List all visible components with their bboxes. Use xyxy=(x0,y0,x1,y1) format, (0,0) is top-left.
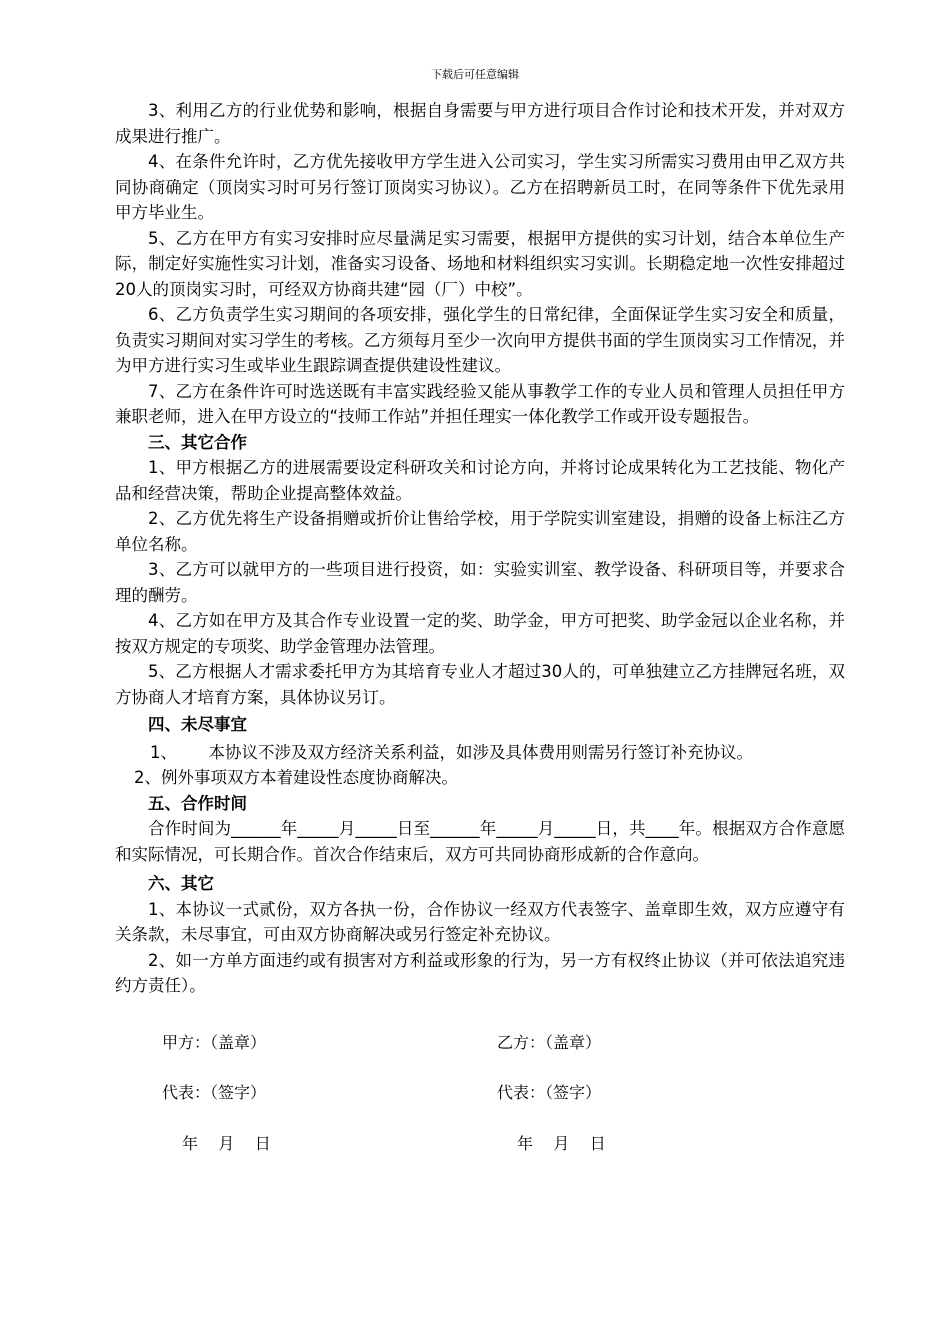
clause-4-2: 2、例外事项双方本着建设性态度协商解决。 xyxy=(134,768,458,787)
clause-2-5: 5、乙方在甲方有实习安排时应尽量满足实习需要，根据甲方提供的实习计划，结合本单位生产际，制定好实施性实习计划，准备实习设备、场地和材料组织实习实训。长期稳定地一次性安排超过20人的顶岗实习时，可经双方协商共建“园（厂）中校”。 xyxy=(115,228,845,299)
clause-3-3: 3、乙方可以就甲方的一些项目进行投资，如：实验实训室、教学设备、科研项目等，并要求合理的酬劳。 xyxy=(115,560,845,605)
clause-2-6: 6、乙方负责学生实习期间的各项安排，强化学生的日常纪律，全面保证学生实习安全和质量，负责实习期间对实习学生的考核。乙方须每月至少一次向甲方提供书面的学生顶岗实习工作情况，并为甲方进行实习生或毕业生跟踪调查提供建设性建议。 xyxy=(115,305,845,375)
clause-4-1: 1、 本协议不涉及双方经济关系利益，如涉及具体费用则需另行签订补充协议。 xyxy=(150,742,753,762)
party-a-date: 年 月 日 xyxy=(182,1134,271,1153)
section-6-heading: 六、其它 xyxy=(148,874,214,893)
signature-row-party xyxy=(115,1030,845,1056)
clause-3-2: 2、乙方优先将生产设备捐赠或折价让售给学校，用于学院实训室建设，捐赠的设备上标注乙方单位名称。 xyxy=(115,509,845,554)
party-b-date: 年 月 日 xyxy=(517,1134,606,1153)
clause-3-5: 5、乙方根据人才需求委托甲方为其培育专业人才超过30人的，可单独建立乙方挂牌冠名班，双方协商人才培育方案，具体协议另订。 xyxy=(115,662,845,707)
clause-2-4: 4、在条件允许时，乙方优先接收甲方学生进入公司实习，学生实习所需实习费用由甲乙双方共同协商确定（顶岗实习时可另行签订顶岗实习协议）。乙方在招聘新员工时，在同等条件下优先录用甲方毕业生。 xyxy=(115,152,845,222)
clause-5-text: 合作时间为______年_____月_____日至______年_____月_____日，共____年。根据双方合作意愿和实际情况，可长期合作。首次合作结束后，双方可共同协商形成新的合作意向。 xyxy=(115,819,845,864)
section-4-heading: 四、未尽事宜 xyxy=(148,715,247,734)
section-3-heading: 三、其它合作 xyxy=(148,432,247,452)
clause-6-2: 2、如一方单方面违约或有损害对方利益或形象的行为，另一方有权终止协议（并可依法追究违约方责任）。 xyxy=(115,950,845,995)
party-a-representative: 代表：（签字） xyxy=(162,1083,267,1102)
party-b-seal: 乙方：（盖章） xyxy=(497,1033,602,1052)
signature-row-representative xyxy=(115,1080,845,1106)
clause-6-1: 1、本协议一式贰份，双方各执一份，合作协议一经双方代表签字、盖章即生效，双方应遵守有关条款，未尽事宜，可由双方协商解决或另行签定补充协议。 xyxy=(115,899,845,944)
party-a-seal: 甲方：（盖章） xyxy=(162,1033,267,1052)
page-header: 下载后可任意编辑 xyxy=(431,68,519,81)
clause-2-7: 7、乙方在条件许可时选送既有丰富实践经验又能从事教学工作的专业人员和管理人员担任甲方兼职老师，进入在甲方设立的“技师工作站”并担任理实一体化教学工作或开设专题报告。 xyxy=(115,381,845,426)
clause-3-1: 1、甲方根据乙方的进展需要设定科研攻关和讨论方向，并将讨论成果转化为工艺技能、物化产品和经营决策，帮助企业提高整体效益。 xyxy=(115,458,845,503)
clause-3-4: 4、乙方如在甲方及其合作专业设置一定的奖、助学金，甲方可把奖、助学金冠以企业名称，并按双方规定的专项奖、助学金管理办法管理。 xyxy=(115,611,845,656)
party-b-representative: 代表：（签字） xyxy=(497,1083,602,1102)
section-5-heading: 五、合作时间 xyxy=(148,793,247,813)
clause-2-3: 3、利用乙方的行业优势和影响，根据自身需要与甲方进行项目合作讨论和技术开发，并对双方成果进行推广。 xyxy=(115,101,845,146)
signature-row-date xyxy=(115,1131,845,1157)
document-body xyxy=(115,98,845,999)
